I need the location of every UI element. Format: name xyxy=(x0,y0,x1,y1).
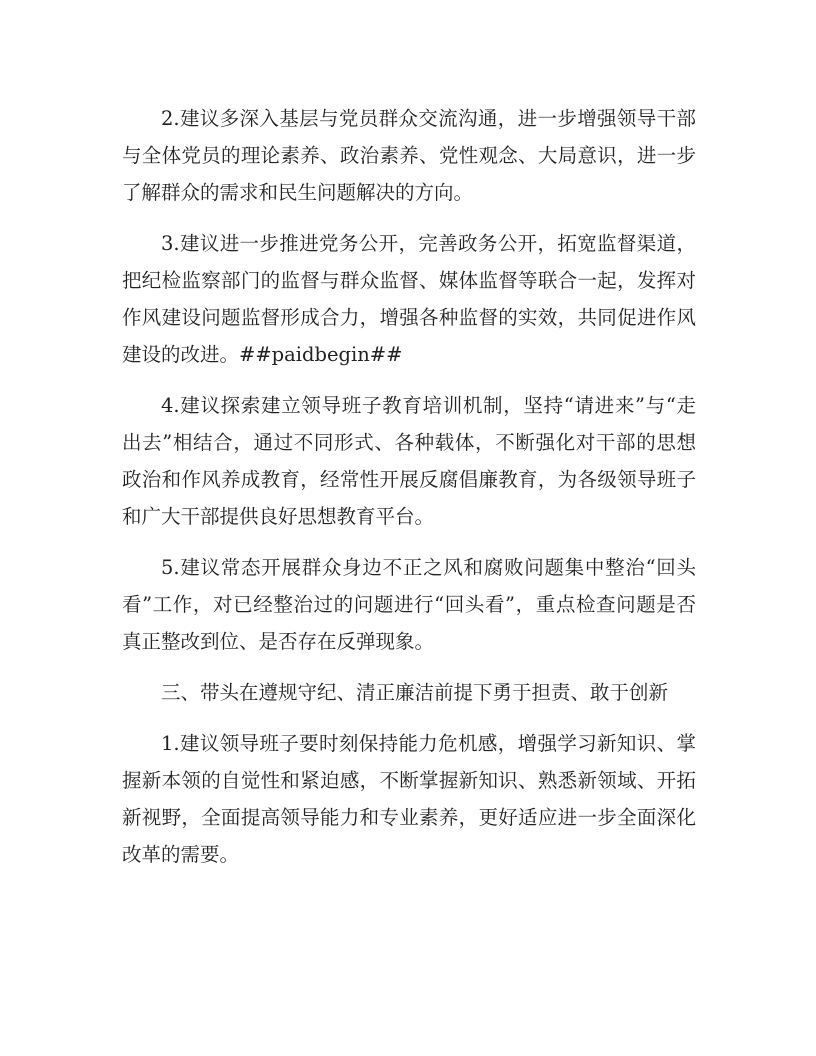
paragraph-suggestion-1: 1.建议领导班子要时刻保持能力危机感，增强学习新知识、掌握新本领的自觉性和紧迫感，不断掌握新知识、熟悉新领域、开拓新视野，全面提高领导能力和专业素养，更好适应进一步全面深化改革的需要。 xyxy=(122,732,696,866)
section-heading-3: 三、带头在遵规守纪、清正廉洁前提下勇于担责、敢于创新 xyxy=(161,681,669,704)
paragraph-suggestion-2: 2.建议多深入基层与党员群众交流沟通，进一步增强领导干部与全体党员的理论素养、政治素养、党性观念、大局意识，进一步了解群众的需求和民生问题解决的方向。 xyxy=(122,107,696,204)
paragraph-suggestion-4: 4.建议探索建立领导班子教育培训机制，坚持“请进来”与“走出去”相结合，通过不同形式、各种载体，不断强化对干部的思想政治和作风养成教育，经常性开展反腐倡廉教育，为各级领导班子和广大干部提供良好思想教育平台。 xyxy=(122,394,696,528)
paragraph-suggestion-3: 3.建议进一步推进党务公开，完善政务公开，拓宽监督渠道，把纪检监察部门的监督与群众监督、媒体监督等联合一起，发挥对作风建设问题监督形成合力，增强各种监督的实效，共同促进作风建设的改进。##paidbegin## xyxy=(122,232,696,366)
document-body xyxy=(122,100,696,887)
paragraph-suggestion-5: 5.建议常态开展群众身边不正之风和腐败问题集中整治“回头看”工作，对已经整治过的问题进行“回头看”，重点检查问题是否真正整改到位、是否存在反弹现象。 xyxy=(122,556,696,653)
